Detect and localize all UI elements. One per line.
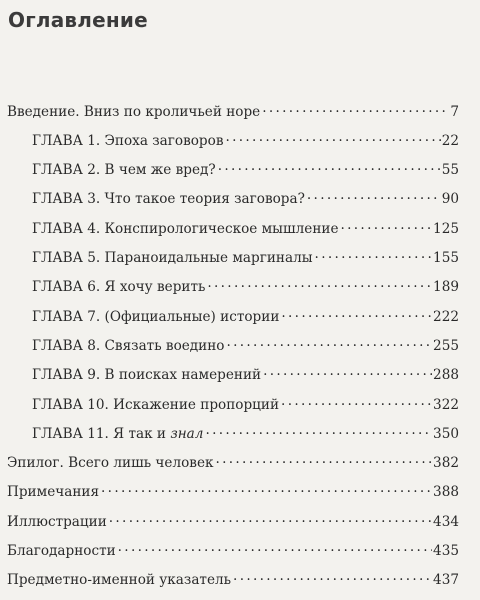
toc-entry-title xyxy=(32,397,279,413)
toc-entry-title-text: ГЛАВА 9. В поисках намерений xyxy=(32,367,262,384)
toc-entry-title xyxy=(7,484,99,500)
dot-leader xyxy=(315,248,433,262)
toc-chapter-entry xyxy=(7,336,459,365)
table-of-contents xyxy=(7,102,459,600)
toc-entry-title xyxy=(7,104,260,120)
toc-page-number: 189 xyxy=(433,279,459,296)
toc-page-number: 255 xyxy=(433,337,459,354)
toc-entry-title-text: ГЛАВА 4. Конспирологическое мышление xyxy=(32,220,339,237)
dot-leader xyxy=(118,541,432,555)
toc-entry xyxy=(7,483,459,512)
toc-entry-title xyxy=(32,162,216,178)
dot-leader xyxy=(341,219,433,233)
toc-entry-title xyxy=(32,309,279,325)
toc-page-number: 222 xyxy=(433,308,459,325)
toc-entry-title xyxy=(7,543,116,559)
toc-entry-title-text: ГЛАВА 2. В чем же вред? xyxy=(32,162,216,179)
toc-page-number: 435 xyxy=(433,543,459,560)
toc-entry-title xyxy=(32,426,203,442)
toc-entry-title xyxy=(7,455,213,471)
toc-page-number: 155 xyxy=(433,250,459,267)
dot-leader xyxy=(307,190,441,204)
toc-page-number: 437 xyxy=(433,572,459,589)
toc-page-number: 288 xyxy=(433,367,459,384)
toc-chapter-entry xyxy=(7,278,459,307)
toc-entry-title-text: Предметно-именной указатель xyxy=(7,572,232,589)
toc-entry-title xyxy=(32,367,261,383)
toc-chapter-entry xyxy=(7,161,459,190)
toc-chapter-entry xyxy=(7,248,459,277)
dot-leader xyxy=(262,102,449,116)
toc-page-number: 382 xyxy=(433,455,459,472)
toc-entry-title-text: Благодарности xyxy=(7,543,116,560)
page-title: Оглавление xyxy=(8,8,148,32)
dot-leader xyxy=(101,483,432,497)
dot-leader xyxy=(109,512,432,526)
toc-page-number: 322 xyxy=(433,396,459,413)
toc-entry xyxy=(7,512,459,541)
dot-leader xyxy=(263,366,432,380)
toc-chapter-entry xyxy=(7,131,459,160)
toc-page-number: 388 xyxy=(433,484,459,501)
toc-entry-title xyxy=(7,514,107,530)
toc-entry-title-text: ГЛАВА 6. Я хочу верить xyxy=(32,279,206,296)
toc-entry-title-text: Введение. Вниз по кроличьей норе xyxy=(7,103,261,120)
toc-chapter-entry xyxy=(7,307,459,336)
toc-entry-title-text: Эпилог. Всего лишь человек xyxy=(7,455,214,472)
toc-entry-title xyxy=(32,250,313,266)
toc-entry-title xyxy=(32,338,224,354)
dot-leader xyxy=(226,336,432,350)
dot-leader xyxy=(233,571,432,585)
toc-entry-title-italic: знал xyxy=(170,425,204,442)
toc-entry-title-text: Иллюстрации xyxy=(7,513,107,530)
toc-entry-title-text: ГЛАВА 7. (Официальные) истории xyxy=(32,308,280,325)
dot-leader xyxy=(281,395,432,409)
toc-entry-title-text: ГЛАВА 8. Связать воедино xyxy=(32,337,225,354)
dot-leader xyxy=(205,424,432,438)
toc-entry-title-text: Примечания xyxy=(7,484,100,501)
toc-entry-title xyxy=(32,221,339,237)
toc-entry-title-text: ГЛАВА 1. Эпоха заговоров xyxy=(32,132,224,149)
toc-page-number: 7 xyxy=(450,103,459,120)
dot-leader xyxy=(281,307,432,321)
dot-leader xyxy=(225,131,440,145)
toc-chapter-entry xyxy=(7,424,459,453)
toc-page-number: 22 xyxy=(441,132,459,149)
dot-leader xyxy=(207,278,432,292)
toc-entry xyxy=(7,454,459,483)
dot-leader xyxy=(215,454,432,468)
toc-page-number: 434 xyxy=(433,513,459,530)
dot-leader xyxy=(218,161,441,175)
toc-entry-title-text: ГЛАВА 5. Параноидальные маргиналы xyxy=(32,250,313,267)
toc-entry-title-text: ГЛАВА 11. Я так и xyxy=(32,425,171,442)
toc-entry-title xyxy=(32,191,305,207)
toc-page-number: 125 xyxy=(433,220,459,237)
toc-page-number: 55 xyxy=(441,162,459,179)
toc-entry xyxy=(7,541,459,570)
toc-entry xyxy=(7,102,459,131)
toc-page-number: 350 xyxy=(433,425,459,442)
toc-entry-title xyxy=(32,279,205,295)
toc-chapter-entry xyxy=(7,219,459,248)
toc-entry-title xyxy=(7,572,231,588)
toc-entry-title xyxy=(32,133,223,149)
toc-entry xyxy=(7,571,459,600)
toc-entry-title-text: ГЛАВА 10. Искажение пропорций xyxy=(32,396,280,413)
toc-entry-title-text: ГЛАВА 3. Что такое теория заговора? xyxy=(32,191,305,208)
toc-chapter-entry xyxy=(7,395,459,424)
toc-chapter-entry xyxy=(7,190,459,219)
toc-chapter-entry xyxy=(7,366,459,395)
toc-page-number: 90 xyxy=(441,191,459,208)
